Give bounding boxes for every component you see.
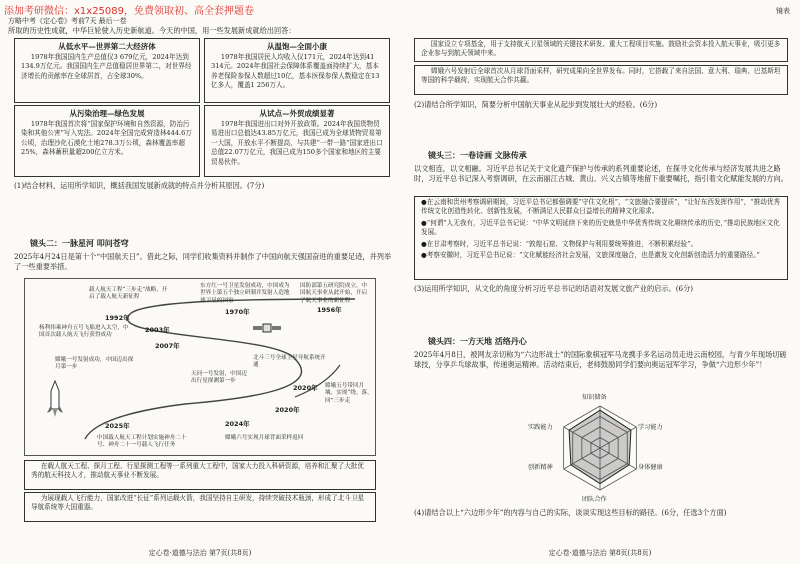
year-label: 1992年 [105,314,130,322]
section-3-title: 镜头三：一卷诗画 文脉传承 [428,151,527,160]
box-title: 从污染治理—绿色发展 [69,109,145,118]
achievement-box-4 [204,105,390,177]
year-label: 1970年 [225,308,250,316]
material-text: 在载人航天工程、探月工程、行星探测工程等一系列重大工程中，国家大力投入科研资源，培养和汇聚了大批优秀的航天科技人才，推动航天事业不断发展。 [31,462,364,480]
quote-item: ●在云南和贵州考察调研期间，习近平总书记都强调要“守住文化根”，“文旅融合要提质”，“让好东西发挥作用”，“推动优秀传统文化创造性转化、创新性发展，不断满足人民群众日益增长的精神文化需求。 [421,198,781,216]
policy-text: 国家设立专项基金，用于支持航天卫星领域的关键技术研发、重大工程项目实施。鼓励社会资本投入航天事业，吸引更多企业参与到航天领域中来。 [421,40,781,58]
timeline-event: 嫦娥一号发射成功，中国迈出探月第一步 [55,357,134,371]
watermark-text: 添加考研微信：x1x25089，免费领取初、高全套押题卷 [4,6,255,17]
year-label: 2024年 [225,420,250,428]
achievement-box-2 [204,38,390,103]
timeline-event: 中国载人航天工程计划实施神舟二十号、神舟二十一号载人飞行任务 [97,435,187,449]
box-text: 1978年我国首次将“国家保护环境和自然资源，防治污染和其他公害”写入宪法。2024年全国完成营造林444.6万公顷，治理沙化石漠化土地278.3万公顷，森林覆盖率超25%，森林蓄积量超200亿立方米。 [21,120,192,157]
quote-box [414,196,788,280]
box-text: 1978年我国进出口对外开放政策。2024年我国货物贸易进出口总值达43.85万亿元，我国已成为全球货物贸易第一大国，开放水平不断提高，与共建“一带一路”国家进出口总值22.07万亿元，我国已成为150多个国家和地区的主要贸易伙伴。 [211,120,383,166]
right-page [400,0,800,564]
rocket-icon [45,379,65,419]
right-footer: 定心卷·道德与法治 第8页(共8页) [548,549,652,557]
timeline-event: 国防部第五研究院成立，中国航天事业从此开始，开启了航天事业的新征程 [300,283,368,304]
quote-item: ●考察安徽时，习近平总书记说：“文化赋能经济社会发展，文旅深度融合，也是激发文化创新创造活力的重要路径。” [421,251,760,260]
timeline-event: 载人航天工程“三步走”战略，开启了载人航天新征程 [89,287,168,301]
timeline-event: 嫦娥五号带回月壤，实现“绕、落、回”三步走 [325,383,373,404]
material-box-2 [24,492,376,522]
year-label: 2003年 [145,326,170,334]
left-header: 方略中考《定心卷》考前7天 最后一卷 [8,17,127,25]
radar-label: 身体健康 [638,464,663,471]
timeline-event: 天问一号发射，中国迈出行星探测第一步 [191,371,247,385]
intro-text: 所取的历史性成就，中华巨轮驶入历史新航道。今天的中国，用一些发展新成就给出回答： [8,26,296,35]
radar-label: 知识储备 [582,394,607,401]
material-text: 为展现载人飞行能力，国家改进“长征”系列运载火箭，我国坚持自主研发，持续突破技术瓶颈，形成了北斗卫星导航系统等大国重器。 [31,494,365,512]
section-2-title: 镜头二：一脉星河 叩问苍穹 [30,239,129,248]
radar-value-area [569,410,631,484]
question-4: (4)请结合以上“六边形少年”的内容与自己的实际，谈谈实现这些目标的路径。(6分，任选3个方面) [414,508,727,517]
year-label: 2020年 [293,384,318,392]
year-label: 2020年 [275,406,300,414]
radar-chart [510,392,690,504]
box-text: 1978年我国居民人均收入仅171元，2024年达到41 314元。2024年我国社会保障体系覆盖面持续扩大，基本养老保险参保人数超过10亿，基本医保参保人数稳定在13亿多人，覆盖1 256万人。 [211,53,380,90]
box-text: 1978年我国国内生产总值仅3 679亿元，2024年达到134.9万亿元。我国国内生产总值稳居世界第二，对世界经济增长的贡献率在全球居首，占全球30%。 [21,53,192,80]
policy-text: 嫦娥六号发射后全球首次从月球背面采样，研究成果向全世界发布。同时，它搭载了来自法国、意大利、瑞典、巴基斯坦等国的科学载荷，实现航天合作共赢。 [421,67,781,85]
quote-item: ●“何谓”人无我有，习近平总书记说：“中华文明延续下来的历史就是中华优秀传统文化赓续传承的历史，”推动民族地区文化发展。 [421,218,780,237]
section-3-text: 以文相连，以文相融。习近平总书记关于文化遗产保护与传承的系列重要论述，在探寻文化传承与经济发展共进之路时，习近平总书记深入考察调研，在云南丽江古城、黄山、兴义古镇等地留下重要嘱托，指引着文化赋能发展的方向。 [414,164,788,184]
left-footer: 定心卷·道德与法治 第7页(共8页) [148,549,252,557]
radar-svg [510,392,690,504]
material-box-1 [24,460,376,490]
box-title: 从试点—外贸成绩显著 [259,109,335,118]
satellite-icon [253,315,281,341]
radar-label: 学习能力 [638,424,663,431]
question-2: (2)请结合所学知识，简要分析中国航天事业从起步到发展壮大的经验。(6分) [414,100,658,109]
quote-item: ●在甘肃考察时，习近平总书记说：“敦煌石窟、文物保护与利用要统筹推进，不断积累经验”。 [421,239,698,248]
timeline-event: 嫦娥六号实现月球背面采样返回 [225,435,304,441]
question-1: (1)结合材料，运用所学知识，概括我国发展新成就的特点并分析其原因。(7分) [14,181,265,190]
timeline-event: 杨利伟乘神舟五号飞船进入太空，中国首次载人航天飞行获得成功 [39,325,129,339]
timeline-event: 北斗三号全球卫星导航系统开通 [253,355,326,369]
achievement-box-3 [14,105,200,177]
radar-label: 团队合作 [582,496,607,503]
radar-label: 实践能力 [528,424,553,431]
box-title: 从低水平—世界第二大经济体 [58,42,156,51]
policy-box-2 [414,65,788,95]
section-4-text: 2025年4月8日，被网友亲切称为“六边形战士”的国际象棋冠军马龙携手多名运动员走进云南校园，与青少年现场切磋球技，分享乒乓球故事，传递奥运精神。活动结束后，老师鼓励同学们要向奥运冠军学习，争做“六边形少年”！ [414,350,787,370]
box-title: 从温饱—全面小康 [267,42,327,51]
year-label: 1956年 [317,306,342,314]
section-2-text: 2025年4月24日是第十个“中国航天日”。借此之际，同学们收集资料并制作了中国向航天强国奋进的重要足迹，并列举了一些重要举措。 [14,252,392,272]
achievement-box-1 [14,38,200,103]
section-4-title: 镜头四：一方天地 活络丹心 [428,337,527,346]
timeline-figure [24,278,376,456]
year-label: 2025年 [105,422,130,430]
year-label: 2007年 [155,342,180,350]
timeline-event: 东方红一号卫星发射成功，中国成为世界上第五个独立研制并发射人造地球卫星的国家 [200,283,290,304]
question-3: (3)运用所学知识，从文化的角度分析习近平总书记的话语对发展文旅产业的启示。(6分) [414,284,694,293]
policy-box-1 [414,38,788,62]
radar-label: 创新精神 [528,464,553,471]
right-header: 镜表 [776,7,790,15]
